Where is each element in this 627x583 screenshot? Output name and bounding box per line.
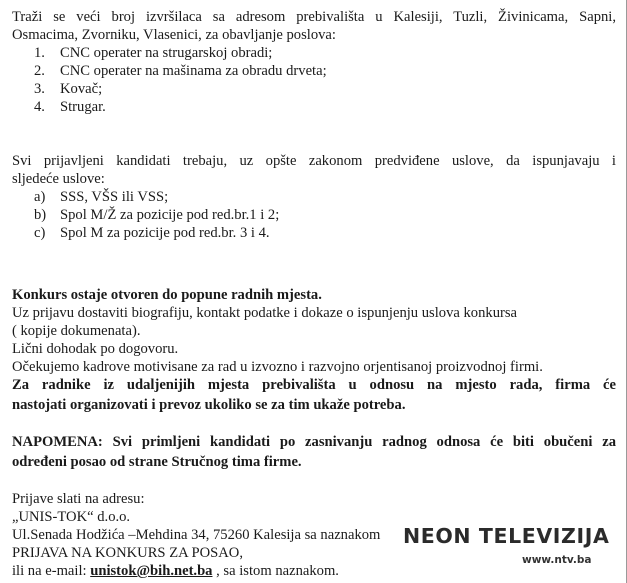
job-text: CNC operater na strugarskoj obradi; (60, 45, 273, 61)
condition-letter: b) (34, 207, 47, 223)
condition-item-a (34, 188, 616, 206)
salary-line: Lični dohodak po dogovoru. (12, 341, 179, 357)
job-number: 4. (34, 99, 45, 115)
job-item-2 (34, 62, 616, 80)
transport-line-2: nastojati organizovati i prevoz ukoliko se za tim ukaže potreba. (12, 397, 406, 413)
condition-letter: a) (34, 189, 46, 205)
job-item-1 (34, 44, 616, 62)
conditions-line-2: sljedeće uslove: (12, 171, 105, 187)
website-watermark: www.ntv.ba (522, 554, 592, 566)
email-suffix: , sa istom naznakom. (212, 563, 339, 579)
condition-text: Spol M za pozicije pod red.br. 3 i 4. (60, 225, 270, 241)
note-line-1: NAPOMENA: Svi primljeni kandidati po zasnivanju radnog odnosa će biti obučeni za (12, 434, 616, 450)
conditions-line-1: Svi prijavljeni kandidati trebaju, uz opšte zakonom predviđene uslove, da ispunjavaju i (12, 153, 616, 169)
job-text: CNC operater na mašinama za obradu drveta; (60, 63, 327, 79)
documents-line-1: Uz prijavu dostaviti biografiju, kontakt podatke i dokaze o ispunjenju uslova konkursa (12, 305, 518, 321)
apply-heading: Prijave slati na adresu: (12, 491, 145, 507)
job-number: 2. (34, 63, 45, 79)
condition-item-c (34, 224, 616, 242)
intro-line-1: Traži se veći broj izvršilaca sa adresom prebivališta u Kalesiji, Tuzli, Živinicama, Sapni, (12, 9, 616, 25)
job-number: 1. (34, 45, 45, 61)
channel-watermark: NEON TELEVIZIJA (403, 524, 610, 548)
job-text: Kovač; (60, 81, 103, 97)
transport-line-1: Za radnike iz udaljenijih mjesta prebivališta u odnosu na mjesto rada, firma će (12, 377, 616, 393)
application-subject: PRIJAVA NA KONKURS ZA POSAO, (12, 545, 243, 561)
condition-letter: c) (34, 225, 46, 241)
company-name: „UNIS-TOK“ d.o.o. (12, 509, 131, 525)
note-line-2: određeni posao od strane Stručnog tima firme. (12, 454, 302, 470)
motivation-line: Očekujemo kadrove motivisane za rad u izvozno i razvojno orjentisanoj proizvodnoj firmi. (12, 359, 543, 375)
email-prefix: ili na e-mail: (12, 563, 91, 579)
open-notice: Konkurs ostaje otvoren do popune radnih mjesta. (12, 287, 322, 303)
job-number: 3. (34, 81, 45, 97)
job-item-3 (34, 80, 616, 98)
job-text: Strugar. (60, 99, 106, 115)
email-link[interactable]: unistok@bih.net.ba (90, 563, 213, 579)
intro-line-2: Osmacima, Zvorniku, Vlasenici, za obavljanje poslova: (12, 27, 336, 43)
job-item-4 (34, 98, 616, 116)
company-address: Ul.Senada Hodžića –Mehdina 34, 75260 Kalesija sa naznakom (12, 527, 381, 543)
documents-line-2: ( kopije dokumenata). (12, 323, 141, 339)
condition-text: Spol M/Ž za pozicije pod red.br.1 i 2; (60, 207, 280, 223)
condition-text: SSS, VŠS ili VSS; (60, 189, 169, 205)
condition-item-b (34, 206, 616, 224)
